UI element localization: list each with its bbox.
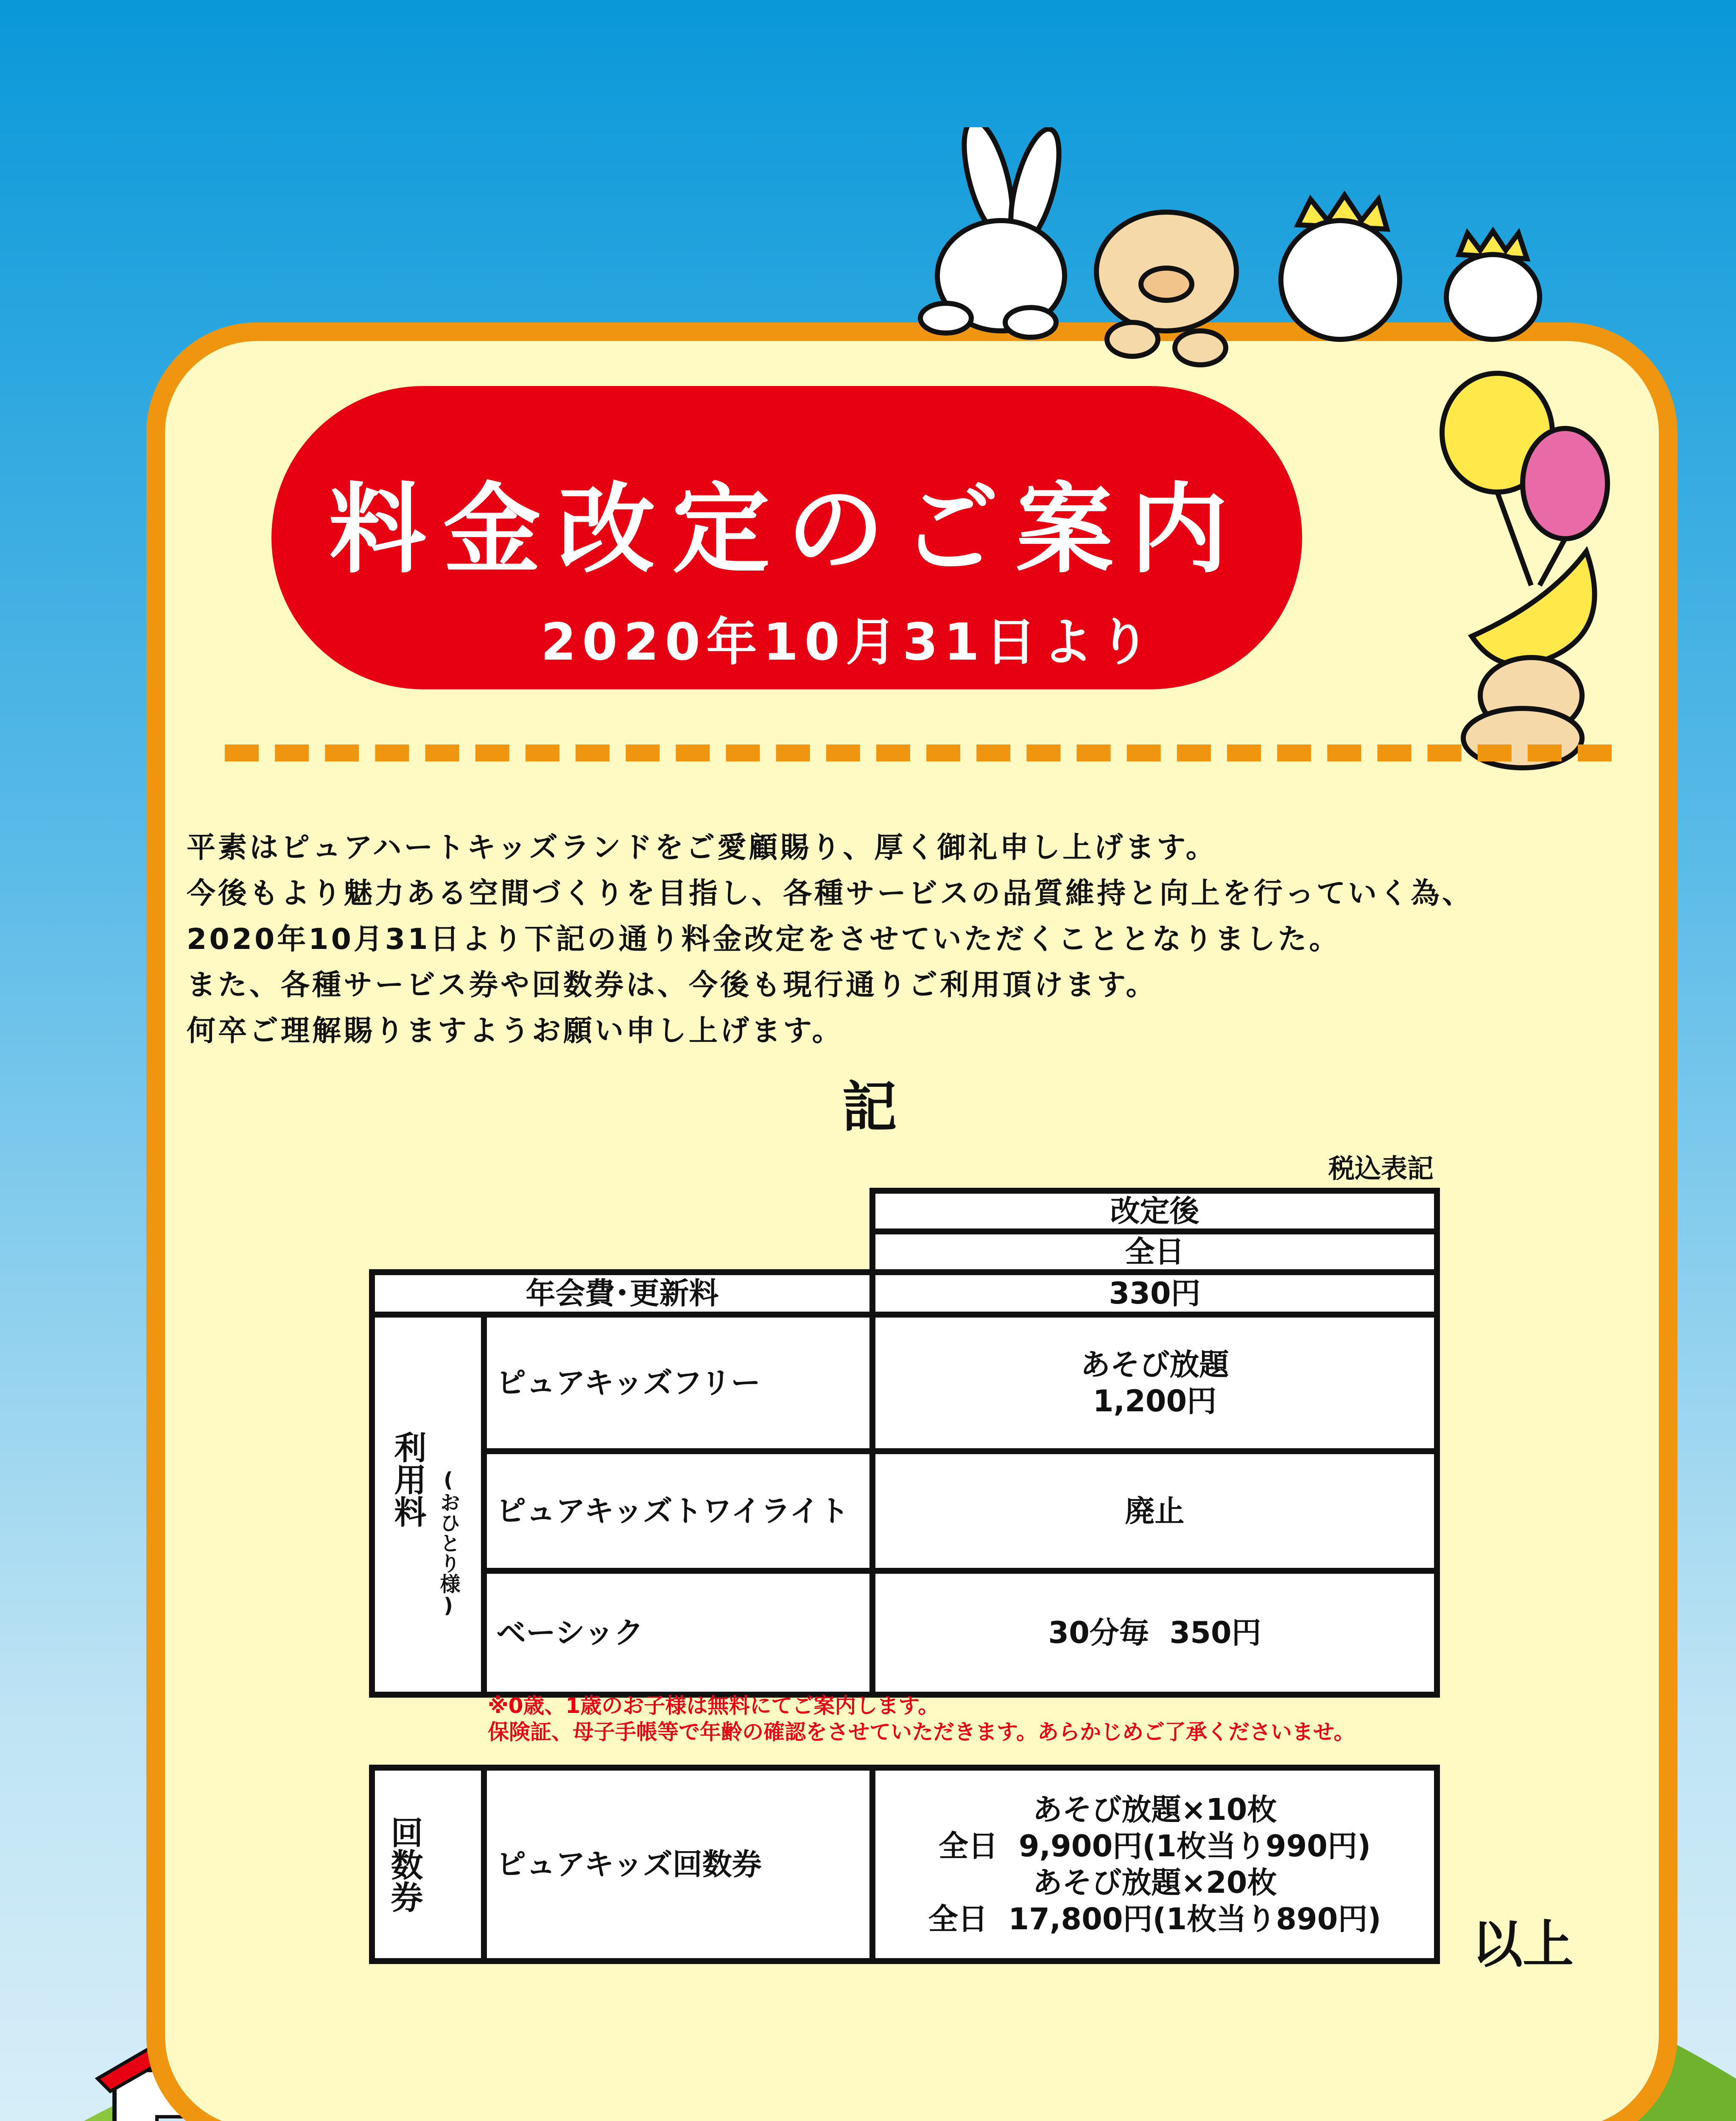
plan-name: ピュアキッズトワイライト — [496, 1494, 849, 1528]
page-title: 料金改定のご案内 — [329, 473, 1245, 587]
effective-date: 2020年10月31日より — [541, 613, 1156, 672]
ticket-group-label: 回数券 — [386, 1816, 423, 1913]
row-twilight-value — [869, 1448, 1440, 1574]
usage-fee-label: 利用料 — [389, 1431, 427, 1528]
header-revised-label: 改定後 — [1110, 1194, 1199, 1228]
plan-name: ベーシック — [496, 1615, 644, 1650]
header-all-day — [869, 1228, 1440, 1275]
ticket-name-cell — [481, 1765, 875, 1964]
plan-value: あそび放題 — [1080, 1347, 1229, 1382]
annual-fee-value-cell — [869, 1269, 1440, 1318]
intro-line: 今後もより魅力ある空間づくりを目指し、各種サービスの品質維持と向上を行っていく為、 — [187, 877, 1474, 910]
annual-fee-label-cell — [369, 1269, 875, 1318]
intro-line: 平素はピュアハートキッズランドをご愛顧賜り、厚く御礼申し上げます。 — [187, 831, 1217, 865]
annual-fee-label: 年会費･更新料 — [526, 1276, 719, 1311]
dashed-divider — [225, 744, 1612, 761]
row-basic-name — [481, 1568, 875, 1698]
note-line: ※0歳、1歳のお子様は無料にてご案内します。 — [488, 1693, 939, 1718]
plan-price: 1,200円 — [1093, 1384, 1217, 1419]
row-pure-kids-free-name — [481, 1312, 875, 1454]
ticket-line: 全日 17,800円(1枚当り890円) — [928, 1902, 1381, 1936]
table-notes — [488, 1693, 1463, 1745]
ticket-line: あそび放題×10枚 — [1032, 1792, 1277, 1827]
ticket-value-cell — [869, 1765, 1440, 1964]
plan-value: 廃止 — [1125, 1494, 1185, 1528]
tax-note: 税込表記 — [1328, 1153, 1434, 1184]
row-twilight-name — [481, 1448, 875, 1574]
header-all-day-label: 全日 — [1125, 1234, 1185, 1269]
closing-mark: 以上 — [1472, 1915, 1574, 1974]
row-pure-kids-free-value — [869, 1312, 1440, 1454]
ticket-group-cell — [369, 1765, 487, 1964]
usage-fee-sub: (おひとり様) — [436, 1468, 460, 1617]
header-revised — [869, 1188, 1440, 1234]
plan-value: 30分毎 350円 — [1048, 1615, 1261, 1650]
plan-name: ピュアキッズフリー — [496, 1365, 760, 1400]
intro-line: また、各種サービス券や回数券は、今後も現行通りご利用頂けます。 — [187, 968, 1157, 1002]
intro-line: 2020年10月31日より下記の通り料金改定をさせていただくこととなりました。 — [187, 923, 1341, 956]
intro-text — [187, 825, 1620, 1054]
note-line: 保険証、母子手帳等で年齢の確認をさせていただきます。あらかじめご了承くださいませ。 — [488, 1720, 1355, 1744]
ticket-name: ピュアキッズ回数券 — [496, 1847, 762, 1882]
ticket-line: あそび放題×20枚 — [1032, 1865, 1277, 1900]
annual-fee-value: 330円 — [1109, 1276, 1201, 1311]
ticket-line: 全日 9,900円(1枚当り990円) — [939, 1829, 1371, 1864]
usage-fee-group-cell — [369, 1312, 487, 1698]
row-basic-value — [869, 1568, 1440, 1698]
ki-heading: 記 — [841, 1075, 897, 1139]
intro-line: 何卒ご理解賜りますようお願い申し上げます。 — [187, 1014, 844, 1048]
